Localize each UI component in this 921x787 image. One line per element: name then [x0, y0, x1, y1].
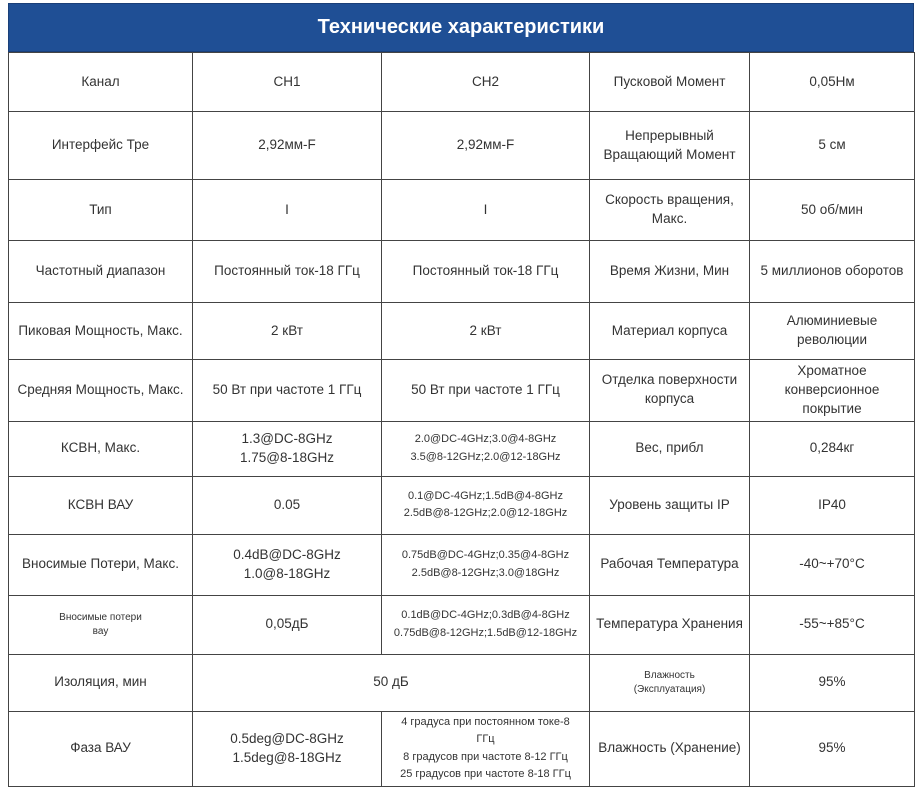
table-cell-c5: 0,05Нм [750, 53, 915, 112]
cell-line: 0.75dB@8-12GHz;1.5dB@12-18GHz [393, 626, 578, 639]
spec-table-container [8, 3, 914, 787]
table-cell-c4: Уровень защиты IP [590, 476, 750, 534]
table-row [9, 53, 915, 112]
cell-line: Вносимые потери [59, 611, 142, 623]
table-row [9, 112, 915, 180]
table-cell-c3 [382, 421, 590, 476]
table-cell-c2 [193, 534, 382, 595]
cell-line: 0.5deg@DC-8GHz [230, 730, 344, 746]
cell-line: вау [92, 625, 109, 637]
table-cell-c5 [750, 360, 915, 422]
cell-line: 25 градусов при частоте 8-18 ГГц [400, 768, 571, 781]
table-cell-c4: Материал корпуса [590, 303, 750, 360]
table-cell-c5 [750, 303, 915, 360]
table-cell-c4 [590, 112, 750, 180]
table-cell-c1: Средняя Мощность, Макс. [9, 360, 193, 422]
table-cell-c3 [382, 595, 590, 654]
table-cell-c4: Температура Хранения [590, 595, 750, 654]
table-cell-c1: Пиковая Мощность, Макс. [9, 303, 193, 360]
cell-line: (Эксплуатация) [633, 683, 706, 695]
table-cell-c5: -55~+85°C [750, 595, 915, 654]
table-cell-c1: КСВН ВАУ [9, 476, 193, 534]
table-cell-c3 [382, 711, 590, 786]
table-row [9, 360, 915, 422]
cell-line: покрытие [802, 400, 862, 416]
cell-line: 1.0@8-18GHz [243, 565, 331, 581]
table-cell-c5: 0,284кг [750, 421, 915, 476]
cell-line: 2.5dB@8-12GHz;3.0@18GHz [411, 566, 560, 579]
cell-line: Влажность [644, 669, 695, 681]
cell-line: революции [796, 332, 868, 347]
cell-line: 4 градуса при постоянном токе-8 [401, 715, 570, 728]
table-cell-c1: Фаза ВАУ [9, 711, 193, 786]
table-cell-c3: I [382, 180, 590, 241]
table-cell-c4 [590, 654, 750, 711]
table-row [9, 303, 915, 360]
cell-line: Скорость вращения, [605, 192, 734, 208]
table-cell-c4: Вес, прибл [590, 421, 750, 476]
spec-table [8, 52, 915, 787]
table-cell-c5: 5 см [750, 112, 915, 180]
table-row [9, 595, 915, 654]
table-cell-c5: -40~+70°C [750, 534, 915, 595]
table-row [9, 534, 915, 595]
table-cell-c2: I [193, 180, 382, 241]
table-cell-c2 [193, 421, 382, 476]
cell-line: 0.75dB@DC-4GHz;0.35@4-8GHz [401, 549, 570, 562]
cell-line: 3.5@8-12GHz;2.0@12-18GHz [410, 450, 561, 463]
cell-line: 0.1dB@DC-4GHz;0.3dB@4-8GHz [401, 609, 570, 622]
table-cell-c2: 2,92мм-F [193, 112, 382, 180]
cell-line: корпуса [644, 391, 695, 407]
cell-line: Вращающий Момент [603, 146, 736, 162]
table-cell-c4: Рабочая Температура [590, 534, 750, 595]
table-row [9, 421, 915, 476]
table-cell-c3: 50 Вт при частоте 1 ГГц [382, 360, 590, 422]
cell-line: 2.5dB@8-12GHz;2.0@12-18GHz [403, 507, 568, 520]
table-cell-c1: Тип [9, 180, 193, 241]
cell-line: 1.75@8-18GHz [240, 449, 334, 465]
cell-line: 0.4dB@DC-8GHz [233, 546, 341, 562]
table-cell-c2: 50 Вт при частоте 1 ГГц [193, 360, 382, 422]
cell-line: Непрерывный [625, 127, 714, 143]
table-cell-c2 [193, 711, 382, 786]
cell-line: 2.0@DC-4GHz;3.0@4-8GHz [414, 433, 557, 446]
cell-line: Алюминиевые [786, 313, 878, 329]
table-cell-c1: Вносимые Потери, Макс. [9, 534, 193, 595]
cell-line: 0.1@DC-4GHz;1.5dB@4-8GHz [408, 489, 563, 502]
cell-line: Отделка поверхности [601, 372, 738, 388]
table-cell-c5: 5 миллионов оборотов [750, 241, 915, 303]
cell-line: 1.3@DC-8GHz [241, 430, 333, 446]
table-cell-c4: Время Жизни, Мин [590, 241, 750, 303]
table-cell-c3: CH2 [382, 53, 590, 112]
table-cell-c3: 2 кВт [382, 303, 590, 360]
table-cell-c4 [590, 360, 750, 422]
table-cell-c3 [382, 476, 590, 534]
cell-line: конверсионное [784, 381, 880, 397]
table-cell-c4: Пусковой Момент [590, 53, 750, 112]
table-cell-c4: Влажность (Хранение) [590, 711, 750, 786]
cell-line: ГГц [476, 733, 495, 746]
table-cell-c5: 95% [750, 654, 915, 711]
table-cell-c2: 0,05дБ [193, 595, 382, 654]
cell-line: 8 градусов при частоте 8-12 ГГц [403, 750, 568, 763]
table-cell-c23: 50 дБ [193, 654, 590, 711]
table-cell-c5: IP40 [750, 476, 915, 534]
table-cell-c1 [9, 595, 193, 654]
table-cell-c2: 2 кВт [193, 303, 382, 360]
table-row [9, 711, 915, 786]
table-row [9, 241, 915, 303]
table-title: Технические характеристики [8, 3, 914, 52]
table-cell-c5: 50 об/мин [750, 180, 915, 241]
table-cell-c1: Изоляция, мин [9, 654, 193, 711]
table-cell-c1: Частотный диапазон [9, 241, 193, 303]
table-cell-c3: Постоянный ток-18 ГГц [382, 241, 590, 303]
table-row [9, 180, 915, 241]
table-cell-c1: Интерфейс Тре [9, 112, 193, 180]
table-cell-c2: CH1 [193, 53, 382, 112]
table-cell-c5: 95% [750, 711, 915, 786]
table-row [9, 654, 915, 711]
table-cell-c1: Канал [9, 53, 193, 112]
table-row [9, 476, 915, 534]
cell-line: 1.5deg@8-18GHz [232, 749, 342, 765]
table-cell-c3 [382, 534, 590, 595]
cell-line: Макс. [651, 211, 688, 226]
table-cell-c1: КСВН, Макс. [9, 421, 193, 476]
table-cell-c2: Постоянный ток-18 ГГц [193, 241, 382, 303]
table-cell-c2: 0.05 [193, 476, 382, 534]
table-cell-c3: 2,92мм-F [382, 112, 590, 180]
table-cell-c4 [590, 180, 750, 241]
cell-line: Хроматное [797, 363, 867, 378]
